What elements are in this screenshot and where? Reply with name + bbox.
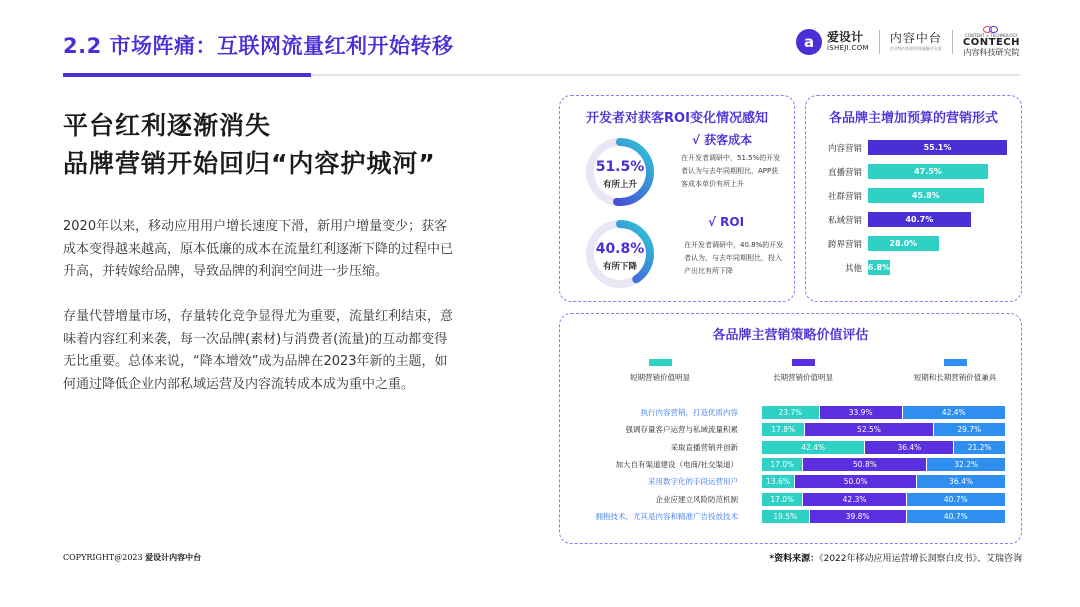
source-text: 《2022年移动应用运营增长洞察白皮书》、艾瑞咨询	[819, 554, 1022, 564]
neirong-logo-cn: 内容中台	[889, 31, 942, 45]
page-title: 2.2 市场阵痛：互联网流量红利开始转移	[63, 34, 454, 58]
budget-chart-title: 各品牌主增加预算的营销形式	[828, 111, 998, 126]
footer-source	[769, 551, 1022, 564]
strategy-row-label: 强调存量客户运营与私域流量积累	[625, 425, 738, 435]
strategy-row	[560, 406, 1021, 419]
aisheji-logo-en: iSHEJI.COM	[827, 44, 869, 52]
strategy-row	[560, 475, 1021, 488]
contech-logo	[963, 26, 1020, 57]
legend-label: 短期和长期营销价值兼具	[913, 373, 997, 382]
budget-bar: 6.8%	[868, 260, 890, 275]
strategy-segment: 13.6%	[762, 475, 795, 488]
legend-label: 短期营销价值明显	[630, 373, 690, 382]
donut-label-1: 有所上升	[602, 180, 637, 190]
strategy-stacked-bar	[762, 510, 1006, 523]
strategy-segment: 40.7%	[907, 510, 1006, 523]
legend-swatch	[649, 359, 672, 366]
contech-logo-en: CONTECH	[962, 37, 1020, 48]
budget-panel	[805, 95, 1022, 302]
strategy-segment: 42.4%	[903, 406, 1006, 419]
contech-logo-cn: 内容科技研究院	[963, 48, 1020, 57]
strategy-segment: 39.8%	[810, 510, 907, 523]
budget-bar-row	[816, 260, 890, 275]
strategy-chart-title: 各品牌主营销策略价值评估	[712, 328, 869, 343]
headline-line-2: 品牌营销开始回归“内容护城河”	[63, 149, 436, 178]
legend-swatch	[792, 359, 815, 366]
strategy-segment: 42.3%	[803, 493, 906, 506]
aisheji-logo	[796, 29, 869, 55]
strategy-segment: 17.8%	[762, 423, 805, 436]
strategy-segment: 21.2%	[954, 441, 1006, 454]
budget-bar: 28.0%	[868, 236, 939, 251]
budget-bar-label: 直播营销	[827, 167, 862, 178]
strategy-stacked-bar	[762, 423, 1006, 436]
strategy-row-label: 企业应建立风险防范机制	[655, 494, 738, 504]
budget-bar-label: 内容营销	[827, 143, 862, 154]
roi-panel	[559, 95, 795, 302]
roi-item-title-2: √ ROI	[708, 215, 745, 229]
strategy-segment: 23.7%	[762, 406, 820, 419]
strategy-row-label: 加大自有渠道建设（电商/社交渠道）	[615, 459, 738, 469]
strategy-segment: 40.7%	[907, 493, 1006, 506]
body-paragraph-1: 2020年以来，移动应用用户增长速度下滑，新用户增量变少；获客成本变得越来越高，原本低廉的成本在流量红利逐渐下降的过程中已升高，并转嫁给品牌，导致品牌的利润空间进一步压缩。	[63, 219, 454, 279]
budget-bar-row	[816, 140, 1007, 155]
budget-bar-row	[816, 236, 939, 251]
donut-label-2: 有所下降	[602, 262, 637, 272]
roi-donut-2	[584, 218, 656, 290]
roi-item-title-1: √ 获客成本	[692, 133, 753, 147]
budget-bar-row	[816, 212, 971, 227]
neirong-logo	[890, 32, 942, 51]
strategy-panel	[559, 313, 1022, 544]
donut-value-2: 40.8%	[595, 241, 645, 257]
strategy-segment: 50.0%	[795, 475, 917, 488]
donut-value-1: 51.5%	[595, 159, 645, 175]
headline-line-1: 平台红利逐渐消失	[63, 111, 272, 140]
logo-separator	[952, 30, 953, 54]
strategy-segment: 17.0%	[762, 458, 803, 471]
strategy-stacked-bar	[762, 441, 1006, 454]
budget-bar: 55.1%	[868, 140, 1007, 155]
budget-bar: 40.7%	[868, 212, 971, 227]
contech-logo-tagline: CONTENT × TECHNOLOGY	[965, 33, 1018, 38]
strategy-row-label: 拥抱技术，尤其是内容和精准广告投放技术	[595, 511, 738, 521]
strategy-stacked-bar	[762, 406, 1006, 419]
budget-bar-label: 其他	[844, 263, 862, 274]
strategy-segment: 36.4%	[865, 441, 954, 454]
roi-item-desc-2: 在开发者调研中，40.8%的开发者认为，与去年同期相比，投入产出比有所下降	[684, 241, 784, 275]
roi-panel-title: 开发者对获客ROI变化情况感知	[586, 111, 768, 126]
aisheji-logo-cn: 爱设计	[827, 30, 864, 44]
budget-bar-label: 私域营销	[827, 215, 862, 226]
strategy-stacked-bar	[762, 458, 1006, 471]
budget-bar: 45.8%	[868, 188, 984, 203]
strategy-row	[560, 423, 1021, 436]
strategy-segment: 32.2%	[927, 458, 1006, 471]
strategy-row-label: 执行内容营销，打造优质内容	[640, 408, 738, 417]
budget-bar-label: 社群营销	[827, 191, 862, 202]
strategy-segment: 19.5%	[762, 510, 810, 523]
body-paragraph-2: 存量代替增量市场，存量转化竞争显得尤为重要，流量红利结束，意味着内容红利来袭，每一次品牌(素材)与消费者(流量)的互动都变得无比重要。总体来说，“降本增效”成为品牌在2023年新的主题，如何通过降低企业内部私域运营及内容流转成本成为重中之重。	[63, 309, 454, 392]
roi-donut-1	[584, 136, 656, 208]
strategy-row-label: 采用数字化的手段运营用户	[648, 477, 738, 487]
strategy-segment: 50.8%	[803, 458, 927, 471]
strategy-segment: 52.5%	[805, 423, 933, 436]
strategy-row	[560, 510, 1021, 523]
headline	[63, 107, 436, 183]
strategy-row	[560, 458, 1021, 471]
neirong-logo-sub: 企业级内容创作智能解决方案	[889, 46, 942, 51]
strategy-stacked-bar	[762, 493, 1006, 506]
contech-logo-icon	[983, 26, 999, 33]
budget-bar-row	[816, 188, 984, 203]
copyright-brand: 爱设计内容中台	[145, 553, 202, 562]
header-divider-accent	[63, 73, 311, 77]
logo-group	[796, 26, 1020, 57]
legend-swatch	[944, 359, 967, 366]
budget-bar-row	[816, 164, 988, 179]
strategy-segment: 29.7%	[934, 423, 1006, 436]
legend-label: 长期营销价值明显	[773, 373, 833, 382]
strategy-row	[560, 493, 1021, 506]
budget-bar: 47.5%	[868, 164, 988, 179]
strategy-stacked-bar	[762, 475, 1006, 488]
budget-bar-label: 跨界营销	[827, 239, 862, 250]
strategy-row	[560, 441, 1021, 454]
logo-separator	[879, 30, 880, 54]
copyright-text: COPYRIGHT@2023	[63, 553, 143, 562]
strategy-segment: 36.4%	[917, 475, 1006, 488]
strategy-row-label: 采取直播营销并创新	[670, 442, 738, 452]
strategy-segment: 17.0%	[762, 493, 803, 506]
source-label: *资料来源：	[769, 554, 820, 564]
roi-item-desc-1: 在开发者调研中，51.5%的开发者认为与去年同期相比，APP获客成本单价有所上升	[681, 154, 781, 188]
aisheji-logo-icon: a	[796, 29, 822, 55]
footer-copyright	[63, 552, 201, 563]
strategy-segment: 42.4%	[762, 441, 865, 454]
strategy-segment: 33.9%	[820, 406, 903, 419]
